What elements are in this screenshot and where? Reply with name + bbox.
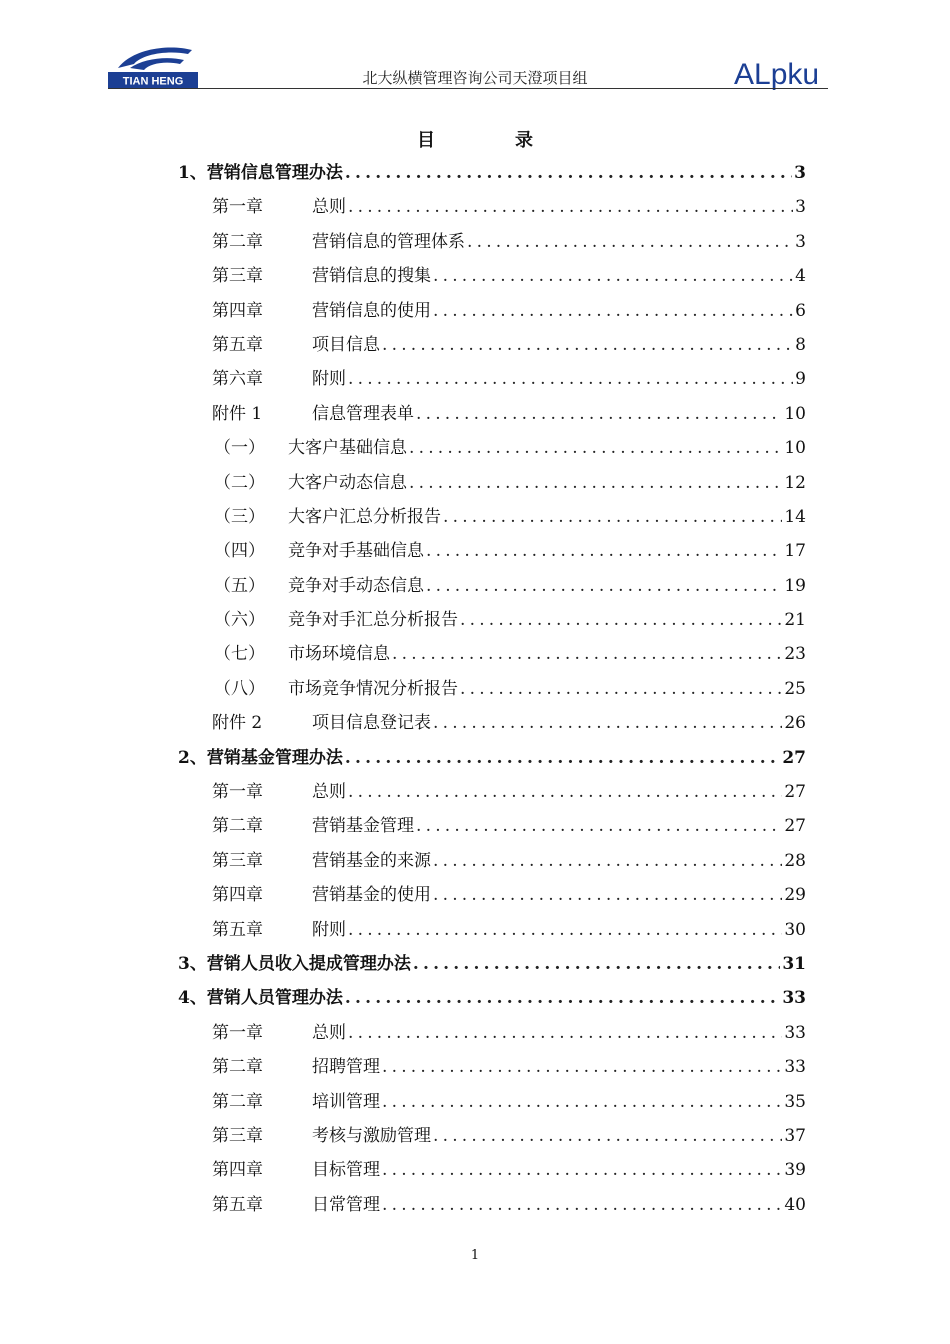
toc-entry-page: 33 [784, 1022, 806, 1043]
toc-entry-title: 大客户基础信息 [288, 438, 407, 459]
toc-entry-page: 33 [784, 1057, 806, 1078]
toc-entry[interactable] [0, 706, 950, 740]
toc-entry[interactable] [0, 362, 950, 396]
toc-dot-leader [416, 397, 782, 431]
toc-entry-page: 4 [795, 266, 806, 287]
logo-right-text: ALpku [734, 58, 820, 91]
toc-entry-label: （八） [214, 678, 265, 699]
toc-entry-page: 26 [784, 713, 806, 734]
toc-entry[interactable] [0, 225, 950, 259]
toc-dot-leader [382, 1085, 782, 1119]
header-title: 北大纵横管理咨询公司天澄项目组 [362, 69, 588, 87]
toc-entry[interactable] [0, 1085, 950, 1119]
toc-dot-leader [409, 431, 782, 465]
toc-entry-label: 第五章 [212, 1194, 263, 1215]
toc-entry-label: 第四章 [212, 885, 263, 906]
toc-dot-leader [382, 1188, 782, 1222]
toc-entry[interactable] [0, 500, 950, 534]
toc-entry[interactable] [0, 1050, 950, 1084]
toc-dot-leader [433, 844, 782, 878]
toc-dot-leader [345, 741, 780, 775]
toc-entry[interactable] [0, 1153, 950, 1187]
toc-dot-leader [443, 500, 782, 534]
toc-dot-leader [460, 672, 782, 706]
toc-entry-page: 35 [784, 1091, 806, 1112]
toc-entry-label: 第六章 [212, 369, 263, 390]
toc-entry[interactable] [0, 637, 950, 671]
toc-entry-title: 信息管理表单 [312, 403, 414, 424]
toc-entry-page: 12 [784, 472, 806, 493]
toc-entry-page: 8 [795, 334, 806, 355]
toc-entry-label: （四） [214, 541, 265, 562]
alpku-logo [734, 52, 834, 92]
toc-entry-title: 4、营销人员管理办法 [178, 988, 343, 1009]
toc-entry[interactable] [0, 259, 950, 293]
logo-left-text: TIAN HENG [122, 75, 184, 88]
toc-dot-leader [416, 809, 782, 843]
toc-entry-page: 23 [784, 644, 806, 665]
toc-entry-title: 营销基金的使用 [312, 885, 431, 906]
toc-entry-label: 第四章 [212, 300, 263, 321]
toc-entry[interactable] [0, 397, 950, 431]
toc-entry-label: 第三章 [212, 850, 263, 871]
table-of-contents [0, 156, 950, 1222]
toc-entry-label: 第三章 [212, 266, 263, 287]
toc-entry-page: 3 [795, 231, 806, 252]
toc-entry[interactable] [0, 466, 950, 500]
toc-entry-title: 竞争对手汇总分析报告 [288, 610, 458, 631]
toc-entry-label: （二） [214, 472, 265, 493]
toc-title: 目录 [417, 130, 613, 151]
toc-entry-title: 3、营销人员收入提成管理办法 [178, 953, 411, 974]
toc-entry-page: 31 [782, 953, 806, 974]
toc-entry-title: 营销信息的搜集 [312, 266, 431, 287]
toc-entry-label: （六） [214, 610, 265, 631]
toc-entry[interactable] [0, 569, 950, 603]
toc-dot-leader [460, 603, 782, 637]
toc-dot-leader [433, 294, 793, 328]
toc-entry-page: 33 [782, 988, 806, 1009]
toc-entry-title: 项目信息登记表 [312, 713, 431, 734]
toc-dot-leader [392, 637, 782, 671]
toc-entry[interactable] [0, 775, 950, 809]
toc-entry-label: 第二章 [212, 1057, 263, 1078]
toc-entry-label: （三） [214, 506, 265, 527]
toc-entry-title: 总则 [312, 1022, 346, 1043]
toc-dot-leader [348, 913, 782, 947]
toc-entry-label: 第四章 [212, 1160, 263, 1181]
toc-dot-leader [426, 569, 782, 603]
toc-entry-page: 27 [784, 782, 806, 803]
toc-entry[interactable] [0, 947, 950, 981]
toc-entry-page: 39 [784, 1160, 806, 1181]
toc-dot-leader [348, 1016, 782, 1050]
toc-entry-page: 17 [784, 541, 806, 562]
toc-entry-title: 附则 [312, 369, 346, 390]
toc-entry-label: 附件 1 [212, 403, 263, 424]
toc-entry-label: 第五章 [212, 334, 263, 355]
header-rule [108, 88, 828, 89]
toc-entry[interactable] [0, 1119, 950, 1153]
toc-entry-page: 25 [784, 678, 806, 699]
toc-entry[interactable] [0, 603, 950, 637]
toc-entry-label: 第一章 [212, 1022, 263, 1043]
toc-entry-title: 日常管理 [312, 1194, 380, 1215]
toc-entry-title: 竞争对手基础信息 [288, 541, 424, 562]
toc-entry-title: 总则 [312, 197, 346, 218]
toc-entry[interactable] [0, 190, 950, 224]
toc-dot-leader [433, 706, 782, 740]
toc-dot-leader [467, 225, 793, 259]
toc-entry-title: 总则 [312, 782, 346, 803]
toc-entry-label: 附件 2 [212, 713, 263, 734]
toc-entry-page: 27 [784, 816, 806, 837]
toc-dot-leader [433, 259, 793, 293]
toc-entry-title: 营销信息的管理体系 [312, 231, 465, 252]
toc-entry-page: 3 [794, 163, 806, 183]
toc-entry-title: 营销基金的来源 [312, 850, 431, 871]
toc-dot-leader [433, 878, 782, 912]
toc-dot-leader [409, 466, 782, 500]
toc-entry[interactable] [0, 672, 950, 706]
page-number: 1 [470, 1248, 480, 1263]
toc-entry[interactable] [0, 844, 950, 878]
toc-dot-leader [382, 1153, 782, 1187]
toc-entry-label: （五） [214, 575, 265, 596]
toc-dot-leader [345, 981, 780, 1015]
toc-entry-page: 3 [795, 197, 806, 218]
toc-entry[interactable] [0, 741, 950, 775]
toc-entry-page: 10 [784, 438, 806, 459]
toc-entry-label: 第二章 [212, 231, 263, 252]
toc-dot-leader [345, 156, 792, 190]
page-header [0, 0, 950, 100]
toc-entry-page: 21 [784, 610, 806, 631]
toc-entry[interactable] [0, 328, 950, 362]
toc-entry-page: 10 [784, 403, 806, 424]
toc-entry-title: 2、营销基金管理办法 [178, 747, 343, 768]
toc-entry-page: 30 [784, 919, 806, 940]
toc-entry-label: （一） [214, 438, 265, 459]
toc-entry-title: 营销基金管理 [312, 816, 414, 837]
toc-entry[interactable] [0, 294, 950, 328]
toc-dot-leader [382, 1050, 782, 1084]
toc-dot-leader [348, 775, 782, 809]
toc-entry-page: 14 [784, 506, 806, 527]
toc-entry-page: 29 [784, 885, 806, 906]
toc-entry-title: 营销信息的使用 [312, 300, 431, 321]
toc-entry-title: 市场竞争情况分析报告 [288, 678, 458, 699]
toc-entry-page: 9 [795, 369, 806, 390]
toc-entry-page: 28 [784, 850, 806, 871]
toc-entry-title: 考核与激励管理 [312, 1125, 431, 1146]
toc-dot-leader [348, 362, 793, 396]
toc-entry-title: 项目信息 [312, 334, 380, 355]
toc-entry-page: 40 [784, 1194, 806, 1215]
toc-entry[interactable] [0, 534, 950, 568]
toc-entry-title: 附则 [312, 919, 346, 940]
toc-entry[interactable] [0, 878, 950, 912]
toc-dot-leader [426, 534, 782, 568]
toc-entry[interactable] [0, 913, 950, 947]
toc-entry-label: 第三章 [212, 1125, 263, 1146]
toc-dot-leader [348, 190, 793, 224]
toc-entry-title: 市场环境信息 [288, 644, 390, 665]
toc-entry-page: 37 [784, 1125, 806, 1146]
toc-entry[interactable] [0, 1016, 950, 1050]
toc-dot-leader [433, 1119, 782, 1153]
toc-entry[interactable] [0, 981, 950, 1015]
toc-entry-label: （七） [214, 644, 265, 665]
toc-entry-label: 第一章 [212, 197, 263, 218]
toc-entry[interactable] [0, 431, 950, 465]
toc-entry-label: 第二章 [212, 1091, 263, 1112]
toc-entry-title: 大客户汇总分析报告 [288, 506, 441, 527]
toc-dot-leader [413, 947, 781, 981]
toc-entry-title: 招聘管理 [312, 1057, 380, 1078]
toc-entry-title: 培训管理 [312, 1091, 380, 1112]
toc-entry-title: 大客户动态信息 [288, 472, 407, 493]
toc-entry[interactable] [0, 156, 950, 190]
toc-entry-label: 第五章 [212, 919, 263, 940]
toc-entry[interactable] [0, 809, 950, 843]
toc-entry-title: 1、营销信息管理办法 [178, 163, 343, 183]
toc-entry-page: 19 [784, 575, 806, 596]
toc-entry-title: 竞争对手动态信息 [288, 575, 424, 596]
toc-entry-page: 27 [782, 747, 806, 768]
toc-entry-label: 第一章 [212, 782, 263, 803]
toc-entry-label: 第二章 [212, 816, 263, 837]
toc-entry[interactable] [0, 1188, 950, 1222]
toc-entry-page: 6 [795, 300, 806, 321]
toc-dot-leader [382, 328, 793, 362]
toc-entry-title: 目标管理 [312, 1160, 380, 1181]
